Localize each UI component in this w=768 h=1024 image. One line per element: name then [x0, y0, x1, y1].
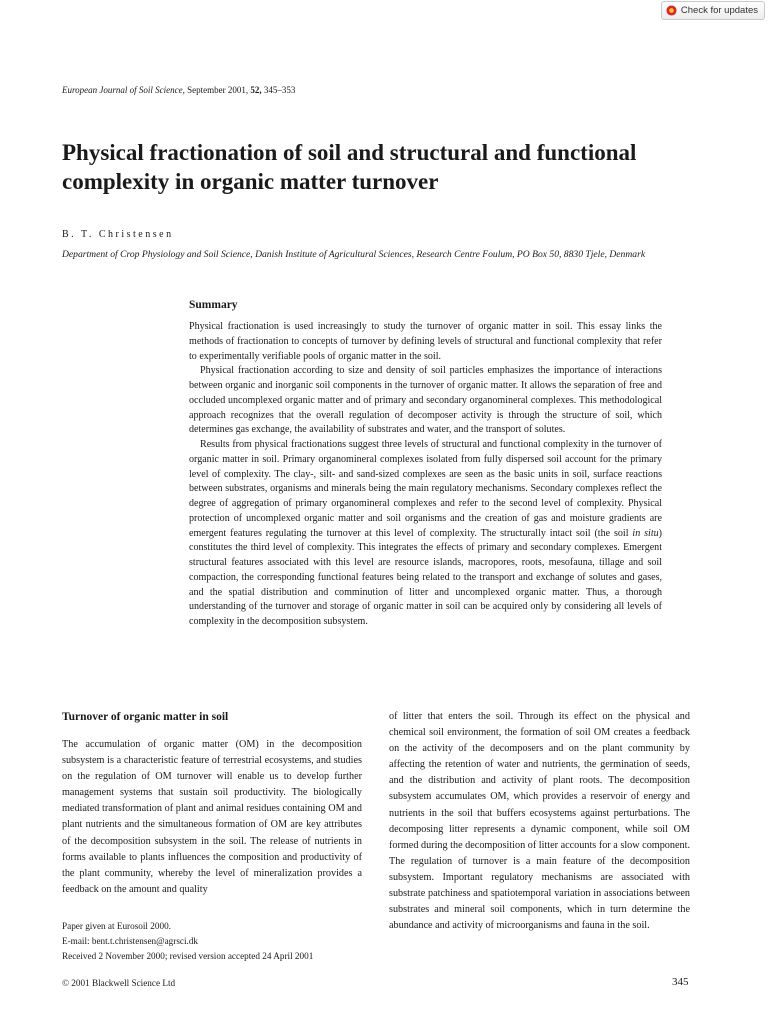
journal-volume: 52, [250, 85, 262, 95]
author-affiliation: Department of Crop Physiology and Soil Science, Danish Institute of Agricultural Sciences, Research Centre Foulum, PO Box 50, 8830 Tjele, Denmark [62, 249, 646, 260]
body-paragraph: The accumulation of organic matter (OM) in the decomposition subsystem is a characteristic feature of terrestrial ecosystems, and studies on the regulation of OM turnover will enable us to develop further management systems that sustain soil productivity. The biologically mediated transformation of plant and animal residues containing OM and plant nutrients and the simultaneous formation of OM are key attributes of the decomposition subsystem in the soil. The release of nutrients in forms available to plants influences the composition and productivity of the plant community, whereby the level of mineralization provides a feedback on the amount and quality [62, 739, 362, 895]
summary-block [189, 299, 662, 630]
summary-italic-term: in situ [632, 527, 659, 539]
crossmark-icon [666, 5, 677, 16]
footnotes [62, 919, 313, 964]
summary-text: Results from physical fractionations suggest three levels of structural and functional complexity in the turnover of organic matter in soil. Primary organomineral complexes isolated from fully dispersed soil account for the primary level of complexity. The clay-, silt- and sand-sized complexes are seen as the basic units in soil, surface reactions between substrates, organisms and minerals being the main regulatory mechanisms. Secondary complexes reflect the degree of aggregation of primary organomineral complexes and refer to the second level of complexity. Physical protection of uncomplexed organic matter and soil organisms and the creation of gas and moisture gradients are emergent features regulating the turnover at this level of complexity. The structurally intact soil (the soil [189, 439, 662, 539]
article-title: Physical fractionation of soil and structural and functional complexity in organic matter turnover [62, 140, 637, 194]
summary-paragraph [189, 438, 662, 630]
footnote-email: E-mail: bent.t.christensen@agrsci.dk [62, 936, 199, 946]
page-number: 345 [672, 976, 689, 988]
left-column [62, 709, 362, 898]
copyright-notice: © 2001 Blackwell Science Ltd [62, 978, 176, 988]
journal-name: European Journal of Soil Science, [62, 85, 185, 95]
summary-paragraph: Physical fractionation according to size and density of soil particles emphasizes the importance of interactions between organic and inorganic soil components in the turnover of organic matter. It allows the separation of free and occluded uncomplexed organic matter and of primary and secondary organomineral complexes. This methodological approach recognizes that the overall regulation of decomposer activity is through the structure of soil, which determines gas exchange, the availability of substrates and water, and the transport of solutes. [189, 365, 662, 436]
right-column [389, 709, 690, 934]
body-paragraph: of litter that enters the soil. Through its effect on the physical and chemical soil environment, the formation of soil OM creates a feedback on the activity of the decomposers and on the plant community by affecting the retention of water and nutrients, the germination of seeds, and the distribution and activity of plant roots. The decomposition subsystem accumulates OM, which provides a reservoir of energy and nutrients in the soil that buffers ecosystems against perturbations. The decomposing litter represents a dynamic component, while soil OM formed during the decomposition of litter accounts for a slow component. The regulation of turnover is a main feature of the decomposition subsystem. Important regulatory mechanisms are associated with substrate patchiness and spatiotemporal variation in associations between substrates and mineral soil components, which in turn determine the abundance and activity of microorganisms and fauna in the soil. [389, 711, 690, 932]
journal-pages: 345–353 [261, 85, 296, 95]
journal-date: September 2001, [184, 85, 251, 95]
summary-text: ) constitutes the third level of complexity. This integrates the effects of primary and secondary complexes. Emergent structural features associated with this level are resource islands, macropores, roots, mesofauna, tillage and soil compaction, the corresponding functional features being related to the transport and exchange of solutes and gases, and the spatial distribution and comminution of litter and uncomplexed organic matter. Thus, a thorough understanding of the turnover and storage of organic matter in soil can be acquired only by considering all levels of complexity in the decomposition subsystem. [189, 527, 663, 627]
check-for-updates-label: Check for updates [680, 5, 758, 16]
summary-heading: Summary [189, 299, 238, 311]
author-name: B. T. Christensen [62, 229, 174, 240]
footnote-conference: Paper given at Eurosoil 2000. [62, 921, 171, 931]
section-heading: Turnover of organic matter in soil [62, 711, 229, 723]
summary-paragraph: Physical fractionation is used increasingly to study the turnover of organic matter in soil. This essay links the methods of fractionation to concepts of turnover by defining levels of structural and functional complexity that refer to experimentally verifiable pools of organic matter in the soil. [189, 321, 662, 362]
check-for-updates-button[interactable] [661, 1, 765, 20]
journal-citation [62, 85, 295, 95]
footnote-received: Received 2 November 2000; revised version accepted 24 April 2001 [62, 951, 314, 961]
